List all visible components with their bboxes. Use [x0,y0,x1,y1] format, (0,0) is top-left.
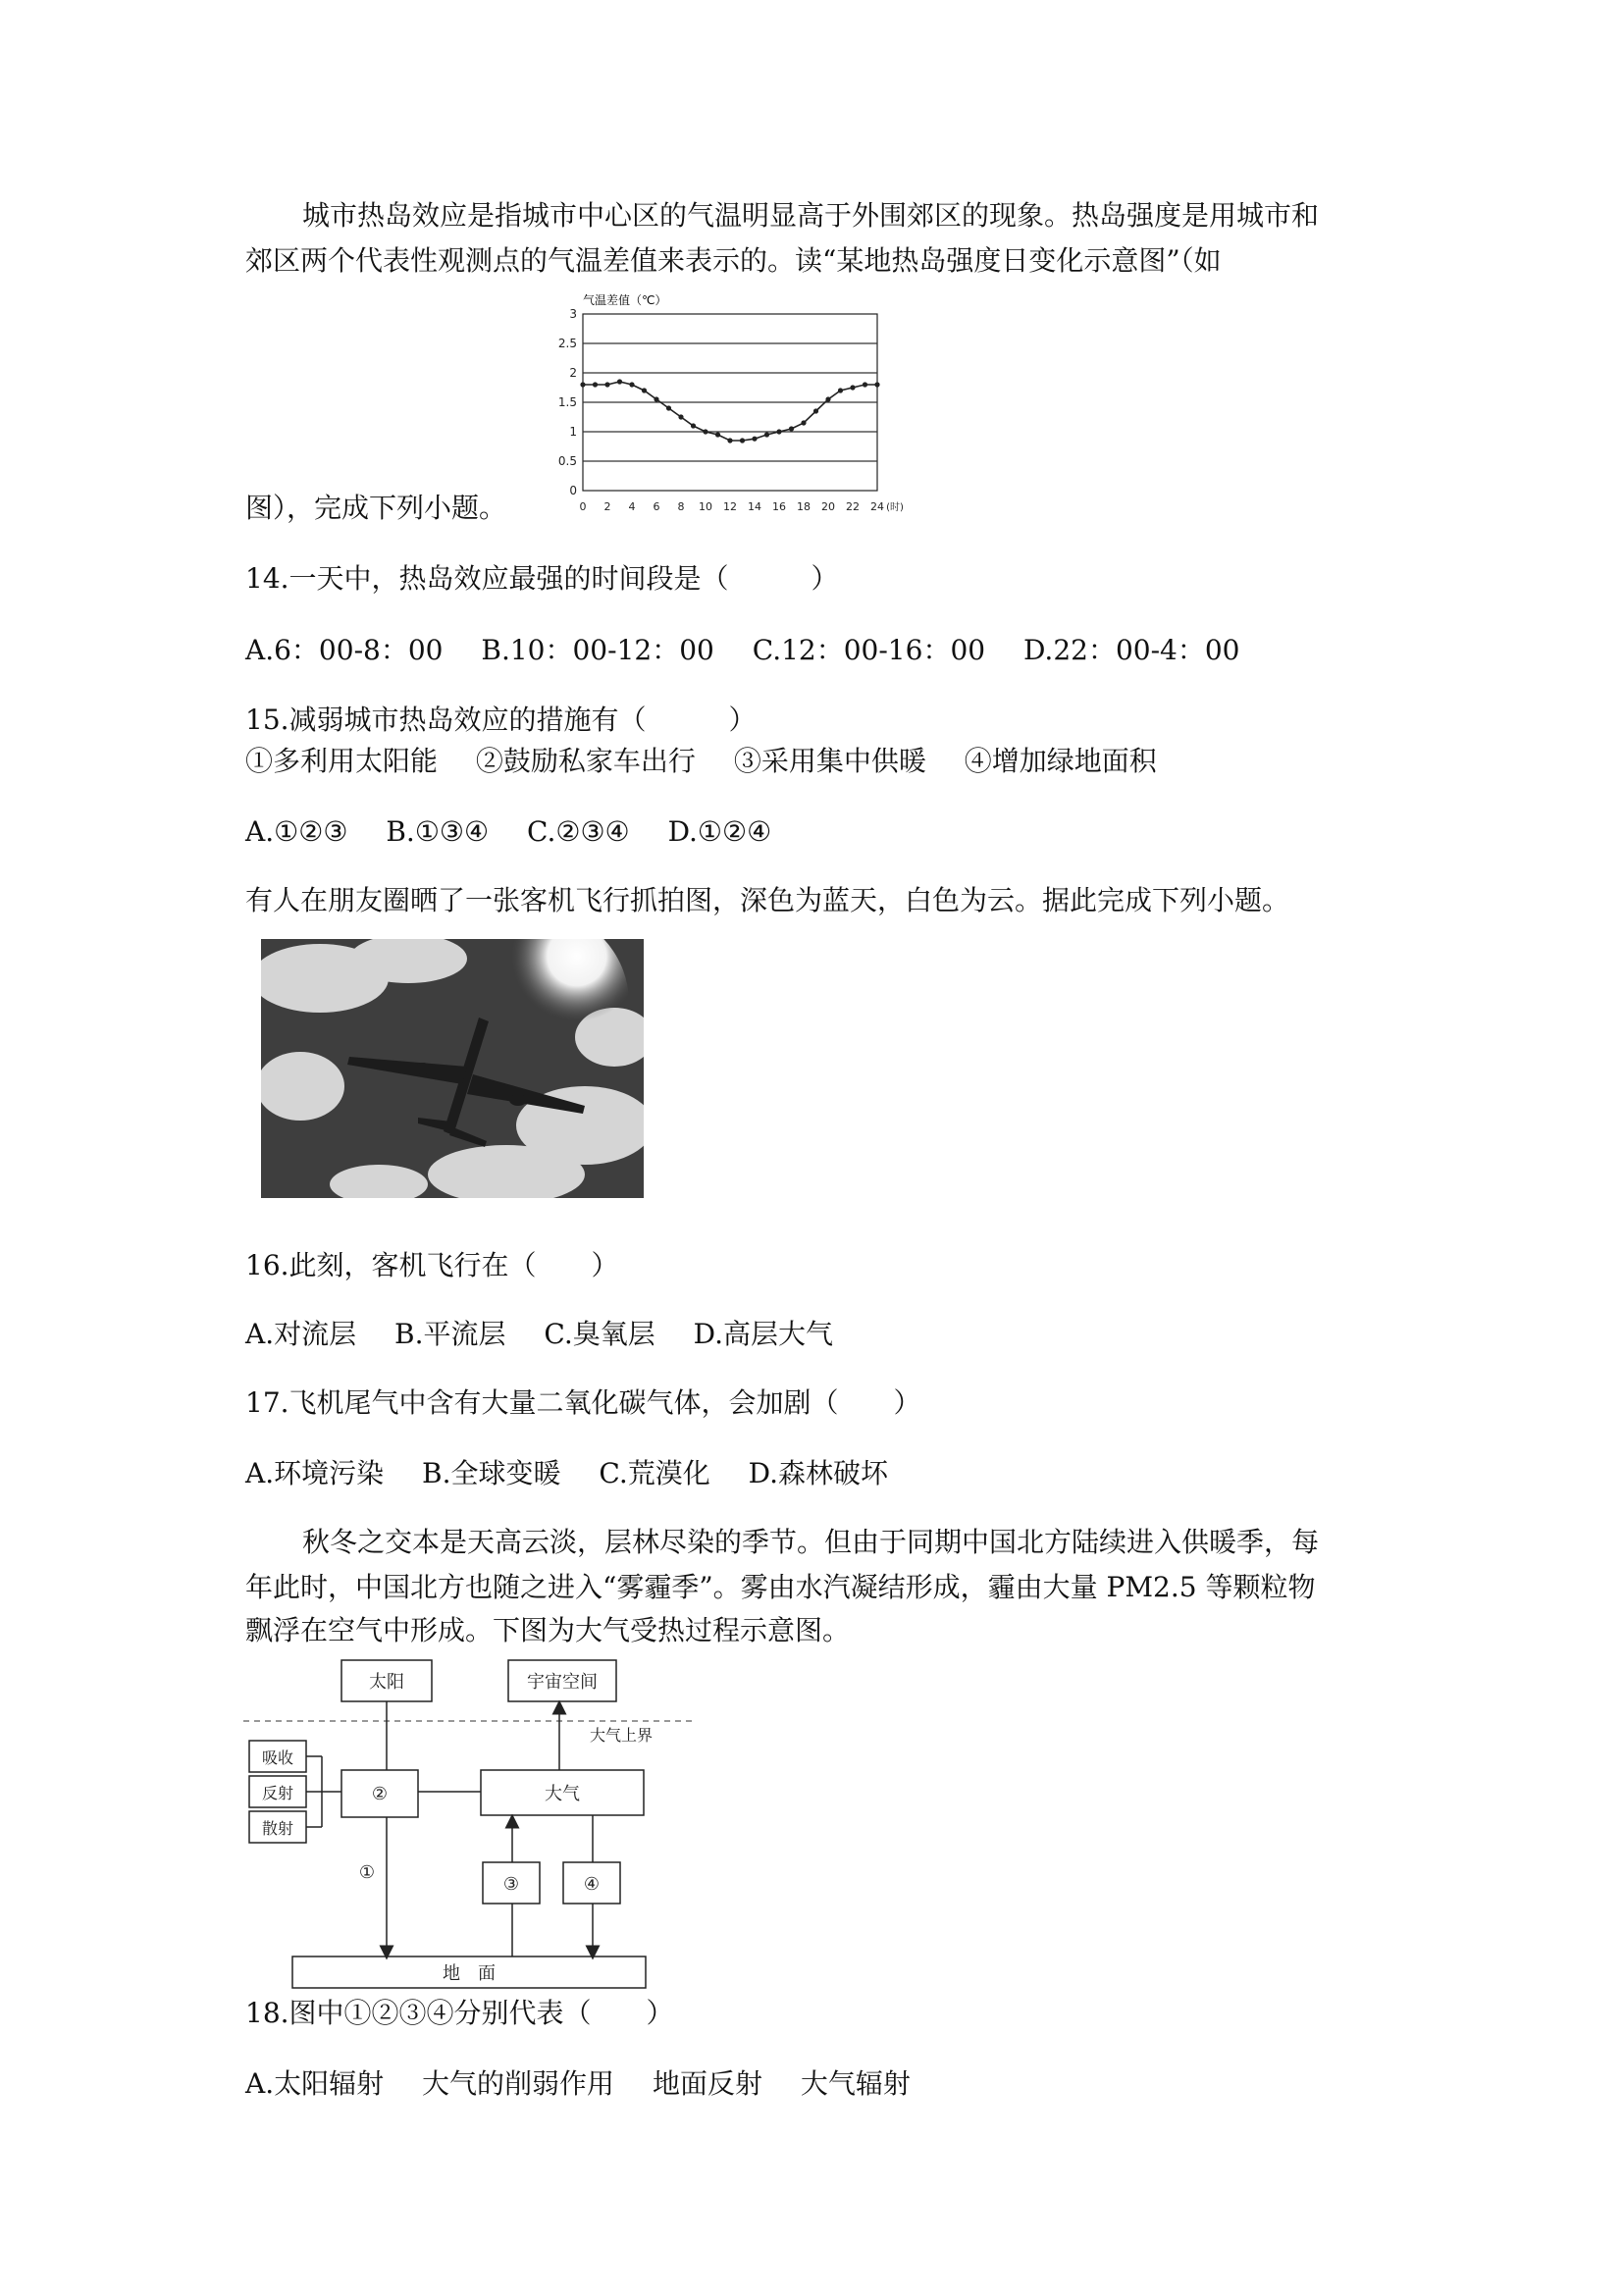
arrow-1-label: ① [358,1862,376,1883]
sun-label: 太阳 [369,1672,404,1693]
chart-point [642,388,647,392]
q15-option-d[interactable]: D.①②④ [667,815,772,848]
box-2-label: ② [371,1784,389,1804]
q18-option-a-2: 大气的削弱作用 [422,2067,615,2100]
chart-x-tick-label: 2 [603,500,611,513]
chart-x-tick-label: 6 [653,500,660,513]
q15-measure-4: ④增加绿地面积 [964,745,1157,777]
q16-options [245,1315,863,1354]
q15-measures [245,742,1186,781]
q14-option-c[interactable]: C.12：00-16：00 [752,634,986,666]
q18-option-a-3: 地面反射 [652,2067,762,2100]
q17-option-a[interactable]: A.环境污染 [245,1457,385,1489]
q15-measure-3: ③采用集中供暖 [733,745,926,777]
intro2: 有人在朋友圈晒了一张客机飞行抓拍图，深色为蓝天，白色为云。据此完成下列小题。 [245,884,1290,916]
q14-option-d[interactable]: D.22：00-4：00 [1022,634,1240,666]
chart-point [617,379,622,384]
space-label: 宇宙空间 [527,1672,598,1693]
intro1-line1: 城市热岛效应是指城市中心区的气温明显高于外围郊区的现象。热岛强度是用城市和 [302,199,1320,232]
chart-point [727,438,732,443]
q16-option-c[interactable]: C.臭氧层 [544,1318,655,1350]
chart-x-tick-label: 16 [772,500,786,513]
q15-measure-2: ②鼓励私家车出行 [475,745,696,777]
chart-x-ticks [580,500,904,513]
q17-option-d[interactable]: D.森林破坏 [748,1457,889,1489]
chart-x-tick-label: 12 [723,500,737,513]
airplane-photo [261,939,644,1198]
reflect-label: 反射 [261,1784,294,1802]
q15-option-b[interactable]: B.①③④ [386,815,490,848]
intro3-line1: 秋冬之交本是天高云淡，层林尽染的季节。但由于同期中国北方陆续进入供暖季，每 [302,1526,1320,1558]
chart-point [666,405,671,410]
q15-measure-1: ①多利用太阳能 [245,745,439,777]
q15-option-c[interactable]: C.②③④ [527,815,630,848]
q15-option-a[interactable]: A.①②③ [245,815,348,848]
chart-point [825,396,830,401]
chart-point [715,432,720,437]
chart-x-tick-label: 14 [748,500,761,513]
chart-point [764,432,769,437]
chart-point [776,429,781,434]
q15-options [245,812,801,852]
chart-x-tick-label: 8 [677,500,685,513]
chart-point [850,385,855,390]
chart-point [654,396,658,401]
chart-x-tick-label: 20 [821,500,835,513]
chart-point [863,382,867,387]
box-3-label: ③ [502,1874,520,1895]
intro3-line2: 年此时，中国北方也随之进入“雾霾季”。雾由水汽凝结形成，霾由大量 PM2.5 等颗粒物 [245,1571,1316,1603]
intro3-line3: 飘浮在空气中形成。下图为大气受热过程示意图。 [245,1614,851,1646]
chart-y-ticks [558,307,577,497]
chart-point [703,429,707,434]
chart-x-tick-label: 4 [628,500,636,513]
chart-point [874,382,879,387]
atmosphere-label: 大气 [545,1784,580,1804]
q16-option-d[interactable]: D.高层大气 [693,1318,834,1350]
chart-y-tick-label: 0.5 [557,454,577,468]
q18-option-a-1: A.太阳辐射 [245,2067,385,2100]
airplane-photo-illustration [261,939,644,1198]
q14-option-a[interactable]: A.6：00-8：00 [245,634,444,666]
chart-point [838,388,843,392]
ground-label: 地 面 [443,1963,496,1984]
chart-point [789,426,794,431]
chart-y-tick-label: 0 [569,484,577,497]
chart-x-tick-label: 22 [846,500,860,513]
chart-point [801,420,806,425]
chart-point [629,382,634,387]
chart-x-tick-label: 24 [870,500,884,513]
intro1-line2: 郊区两个代表性观测点的气温差值来表示的。读“某地热岛强度日变化示意图”（如 [245,244,1222,277]
q16-option-a[interactable]: A.对流层 [245,1318,357,1350]
upper-boundary-label: 大气上界 [589,1726,654,1745]
intro1-line3: 图），完成下列小题。 [245,492,507,524]
chart-x-tick-label: 18 [797,500,811,513]
q18-option-a-4: 大气辐射 [800,2067,911,2100]
q14-options [245,631,1270,670]
chart-x-tick-label: 0 [579,500,587,513]
q16-stem: 16.此刻，客机飞行在（ ） [245,1249,619,1281]
q17-options [245,1454,917,1493]
box-4-label: ④ [583,1874,601,1895]
chart-points [580,379,879,443]
q15-stem: 15.减弱城市热岛效应的措施有（ ） [245,704,757,736]
chart-point [580,382,585,387]
absorb-label: 吸收 [261,1748,294,1767]
chart-y-tick-label: 2.5 [557,337,577,350]
chart-y-tick-label: 1.5 [557,395,577,409]
chart-y-tick-label: 1 [569,425,577,439]
chart-point [678,414,683,419]
chart-point [813,408,818,413]
q16-option-b[interactable]: B.平流层 [394,1318,506,1350]
q18-option-a[interactable] [245,2064,940,2104]
q17-option-c[interactable]: C.荒漠化 [599,1457,710,1489]
chart-point [740,438,745,443]
q14-option-b[interactable]: B.10：00-12：00 [481,634,714,666]
chart-y-tick-label: 2 [569,366,577,380]
chart-x-unit-label: (时) [886,502,904,513]
chart-x-tick-label: 10 [699,500,712,513]
chart-point [593,382,598,387]
atmosphere-heating-diagram [243,1656,695,1990]
q14-stem: 14.一天中，热岛效应最强的时间段是（ ） [245,562,839,595]
chart-point [752,437,757,442]
chart-point [691,423,696,428]
chart-grid [583,314,877,491]
chart-ylabel: 气温差值（℃） [583,293,667,307]
scatter-label: 散射 [261,1819,294,1838]
chart-point [604,382,609,387]
heat-island-chart [538,288,911,520]
chart-y-tick-label: 3 [569,307,577,321]
q17-option-b[interactable]: B.全球变暖 [422,1457,561,1489]
q18-stem: 18.图中①②③④分别代表（ ） [245,1997,674,2029]
q17-stem: 17.飞机尾气中含有大量二氧化碳气体，会加剧（ ） [245,1386,921,1419]
